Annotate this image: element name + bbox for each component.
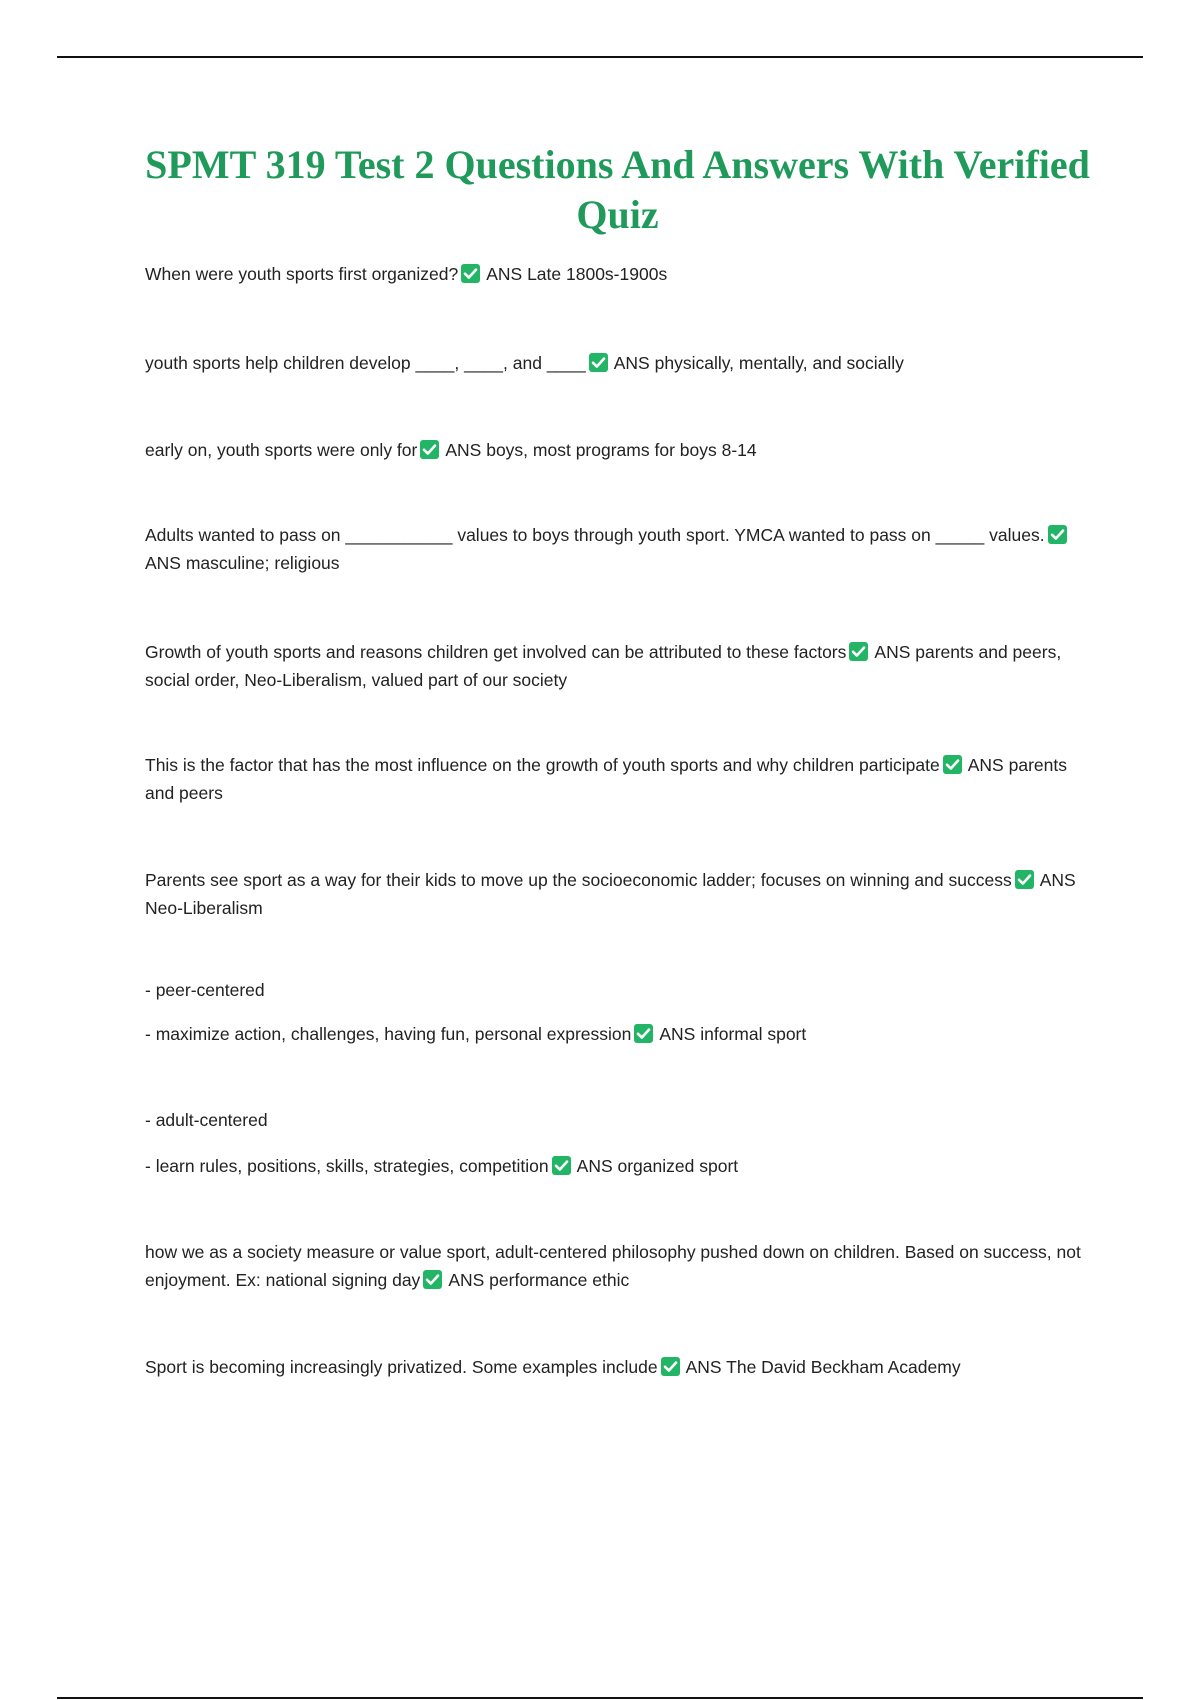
question-text: youth sports help children develop ____, ____, and ____ [145, 353, 586, 373]
answer-prefix: ANS [486, 264, 523, 284]
qa-text [145, 751, 1090, 807]
green-checkbox-check-icon [423, 1270, 442, 1289]
qa-text [145, 260, 1090, 288]
qa-text [145, 521, 1090, 577]
answer-text: Late 1800s-1900s [527, 264, 668, 284]
answer-prefix: ANS [613, 353, 650, 373]
pre-line: - adult-centered [145, 1110, 268, 1130]
answer-text: organized sport [617, 1156, 739, 1176]
qa-item-1 [145, 260, 1090, 288]
qa-text [145, 436, 1090, 464]
qa-item-2 [145, 349, 1090, 377]
question-text: When were youth sports first organized? [145, 264, 459, 284]
qa-item-3 [145, 436, 1090, 464]
answer-text: boys, most programs for boys 8-14 [486, 440, 757, 460]
answer-prefix: ANS [874, 642, 911, 662]
green-checkbox-check-icon [661, 1357, 680, 1376]
qa-text [145, 866, 1090, 922]
qa-item-7 [145, 866, 1090, 922]
answer-text: physically, mentally, and socially [654, 353, 904, 373]
answer-text: informal sport [700, 1024, 807, 1044]
answer-text: performance ethic [489, 1270, 630, 1290]
green-checkbox-check-icon [461, 264, 480, 283]
qa-item-6 [145, 751, 1090, 807]
qa-text [145, 1020, 1090, 1048]
question-text: This is the factor that has the most influence on the growth of youth sports and why children participate [145, 755, 940, 775]
answer-prefix: ANS [576, 1156, 613, 1176]
green-checkbox-check-icon [943, 755, 962, 774]
answer-text: parents and peers [145, 755, 1067, 803]
question-text: Parents see sport as a way for their kids to move up the socioeconomic ladder; focuses on winning and success [145, 870, 1012, 890]
qa-text [145, 1353, 1090, 1381]
answer-text: masculine; religious [185, 553, 340, 573]
qa-text [145, 1238, 1090, 1294]
answer-text: parents and peers, social order, Neo-Liberalism, valued part of our society [145, 642, 1062, 690]
answer-prefix: ANS [685, 1357, 722, 1377]
qa-text [145, 638, 1090, 694]
answer-prefix: ANS [967, 755, 1004, 775]
qa-item-11 [145, 1353, 1090, 1381]
question-text: Adults wanted to pass on ___________ values to boys through youth sport. YMCA wanted to pass on _____ values. [145, 525, 1045, 545]
answer-text: The David Beckham Academy [726, 1357, 961, 1377]
answer-prefix: ANS [448, 1270, 485, 1290]
document-title: SPMT 319 Test 2 Questions And Answers With Verified Quiz [145, 142, 1090, 237]
question-text: early on, youth sports were only for [145, 440, 418, 460]
answer-text: Neo-Liberalism [145, 898, 263, 918]
pre-line: - peer-centered [145, 980, 265, 1000]
qa-item-4 [145, 521, 1090, 577]
green-checkbox-check-icon [1015, 870, 1034, 889]
answer-prefix: ANS [659, 1024, 696, 1044]
green-checkbox-check-icon [634, 1024, 653, 1043]
green-checkbox-check-icon [1048, 525, 1067, 544]
question-text: - learn rules, positions, skills, strategies, competition [145, 1156, 549, 1176]
top-rule [57, 56, 1143, 58]
green-checkbox-check-icon [552, 1156, 571, 1175]
answer-prefix: ANS [145, 553, 181, 573]
qa-item-9 [145, 1106, 1090, 1180]
qa-item-8 [145, 976, 1090, 1048]
green-checkbox-check-icon [420, 440, 439, 459]
question-text: Growth of youth sports and reasons children get involved can be attributed to these factors [145, 642, 847, 662]
qa-item-10 [145, 1238, 1090, 1294]
question-text: - maximize action, challenges, having fun, personal expression [145, 1024, 632, 1044]
qa-item-5 [145, 638, 1090, 694]
answer-prefix: ANS [445, 440, 482, 460]
green-checkbox-check-icon [849, 642, 868, 661]
qa-text [145, 1152, 1090, 1180]
answer-prefix: ANS [1039, 870, 1076, 890]
question-text: Sport is becoming increasingly privatized. Some examples include [145, 1357, 658, 1377]
question-text: how we as a society measure or value sport, adult-centered philosophy pushed down on children. Based on success, not enjoyment. Ex: national signing day [145, 1242, 1081, 1290]
green-checkbox-check-icon [589, 353, 608, 372]
qa-text [145, 349, 1090, 377]
bottom-rule [57, 1697, 1143, 1699]
